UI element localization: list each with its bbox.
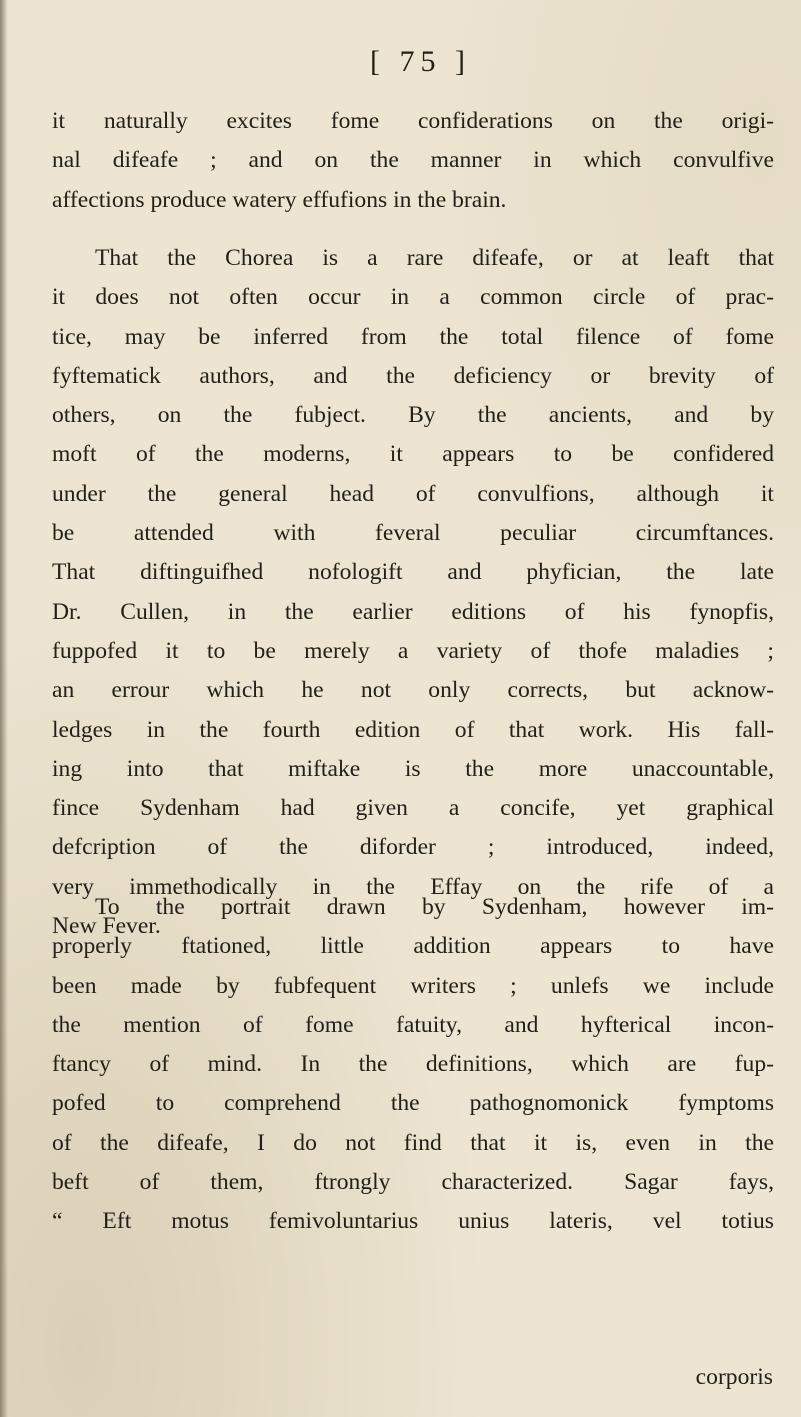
text-line: it does not often occur in a common circle of prac- xyxy=(52,284,774,311)
text-line: the mention of fome fatuity, and hyfterical incon- xyxy=(52,1011,774,1038)
page-number: [ 75 ] xyxy=(370,45,471,78)
text-line: be attended with feveral peculiar circumftances. xyxy=(52,520,774,547)
text-line: it naturally excites fome confiderations on the origi- xyxy=(52,108,774,134)
text-line: under the general head of convulfions, although it xyxy=(52,480,774,507)
text-line: others, on the fubject. By the ancients, and by xyxy=(52,402,774,429)
text-line: defcription of the diforder ; introduced, indeed, xyxy=(52,834,774,861)
paragraph-2 xyxy=(52,239,774,946)
text-line: nal difeafe ; and on the manner in which convulfive xyxy=(52,147,774,174)
text-line: fince Sydenham had given a concife, yet graphical xyxy=(52,795,774,822)
page-header xyxy=(0,42,801,82)
text-line: ing into that miftake is the more unaccountable, xyxy=(52,755,774,782)
text-line: beft of them, ftrongly characterized. Sagar fays, xyxy=(52,1169,774,1196)
text-line: tice, may be inferred from the total filence of fome xyxy=(52,323,774,350)
text-line: an errour which he not only corrects, but acknow- xyxy=(52,677,774,704)
text-line: To the portrait drawn by Sydenham, however im- xyxy=(95,894,774,920)
text-line: properly ftationed, little addition appears to have xyxy=(52,933,774,960)
text-line: fyftematick authors, and the deficiency or brevity of xyxy=(52,362,774,389)
catchword: corporis xyxy=(695,1364,773,1390)
text-line: New Fever. xyxy=(52,913,161,940)
paragraph-1 xyxy=(52,102,774,220)
text-line: “ Eft motus femivoluntarius unius lateris, vel totius xyxy=(52,1208,774,1235)
text-line: That the Chorea is a rare difeafe, or at leaft that xyxy=(95,245,774,271)
text-line: of the difeafe, I do not find that it is, even in the xyxy=(52,1129,774,1156)
text-line: moft of the moderns, it appears to be confidered xyxy=(52,441,774,468)
text-line: pofed to comprehend the pathognomonick fymptoms xyxy=(52,1090,774,1117)
text-line: ftancy of mind. In the definitions, which are fup- xyxy=(52,1051,774,1078)
text-line: Dr. Cullen, in the earlier editions of his fynopfis, xyxy=(52,598,774,625)
binding-shadow xyxy=(0,0,8,1417)
text-line: affections produce watery effufions in the brain. xyxy=(52,186,507,213)
text-line: been made by fubfequent writers ; unlefs we include xyxy=(52,972,774,999)
text-line: fuppofed it to be merely a variety of thofe maladies ; xyxy=(52,637,774,664)
text-line: That diftinguifhed nofologift and phyfician, the late xyxy=(52,559,774,586)
text-line: very immethodically in the Effay on the rife of a xyxy=(52,873,774,900)
text-line: ledges in the fourth edition of that work. His fall- xyxy=(52,716,774,743)
paragraph-3 xyxy=(52,888,774,1242)
